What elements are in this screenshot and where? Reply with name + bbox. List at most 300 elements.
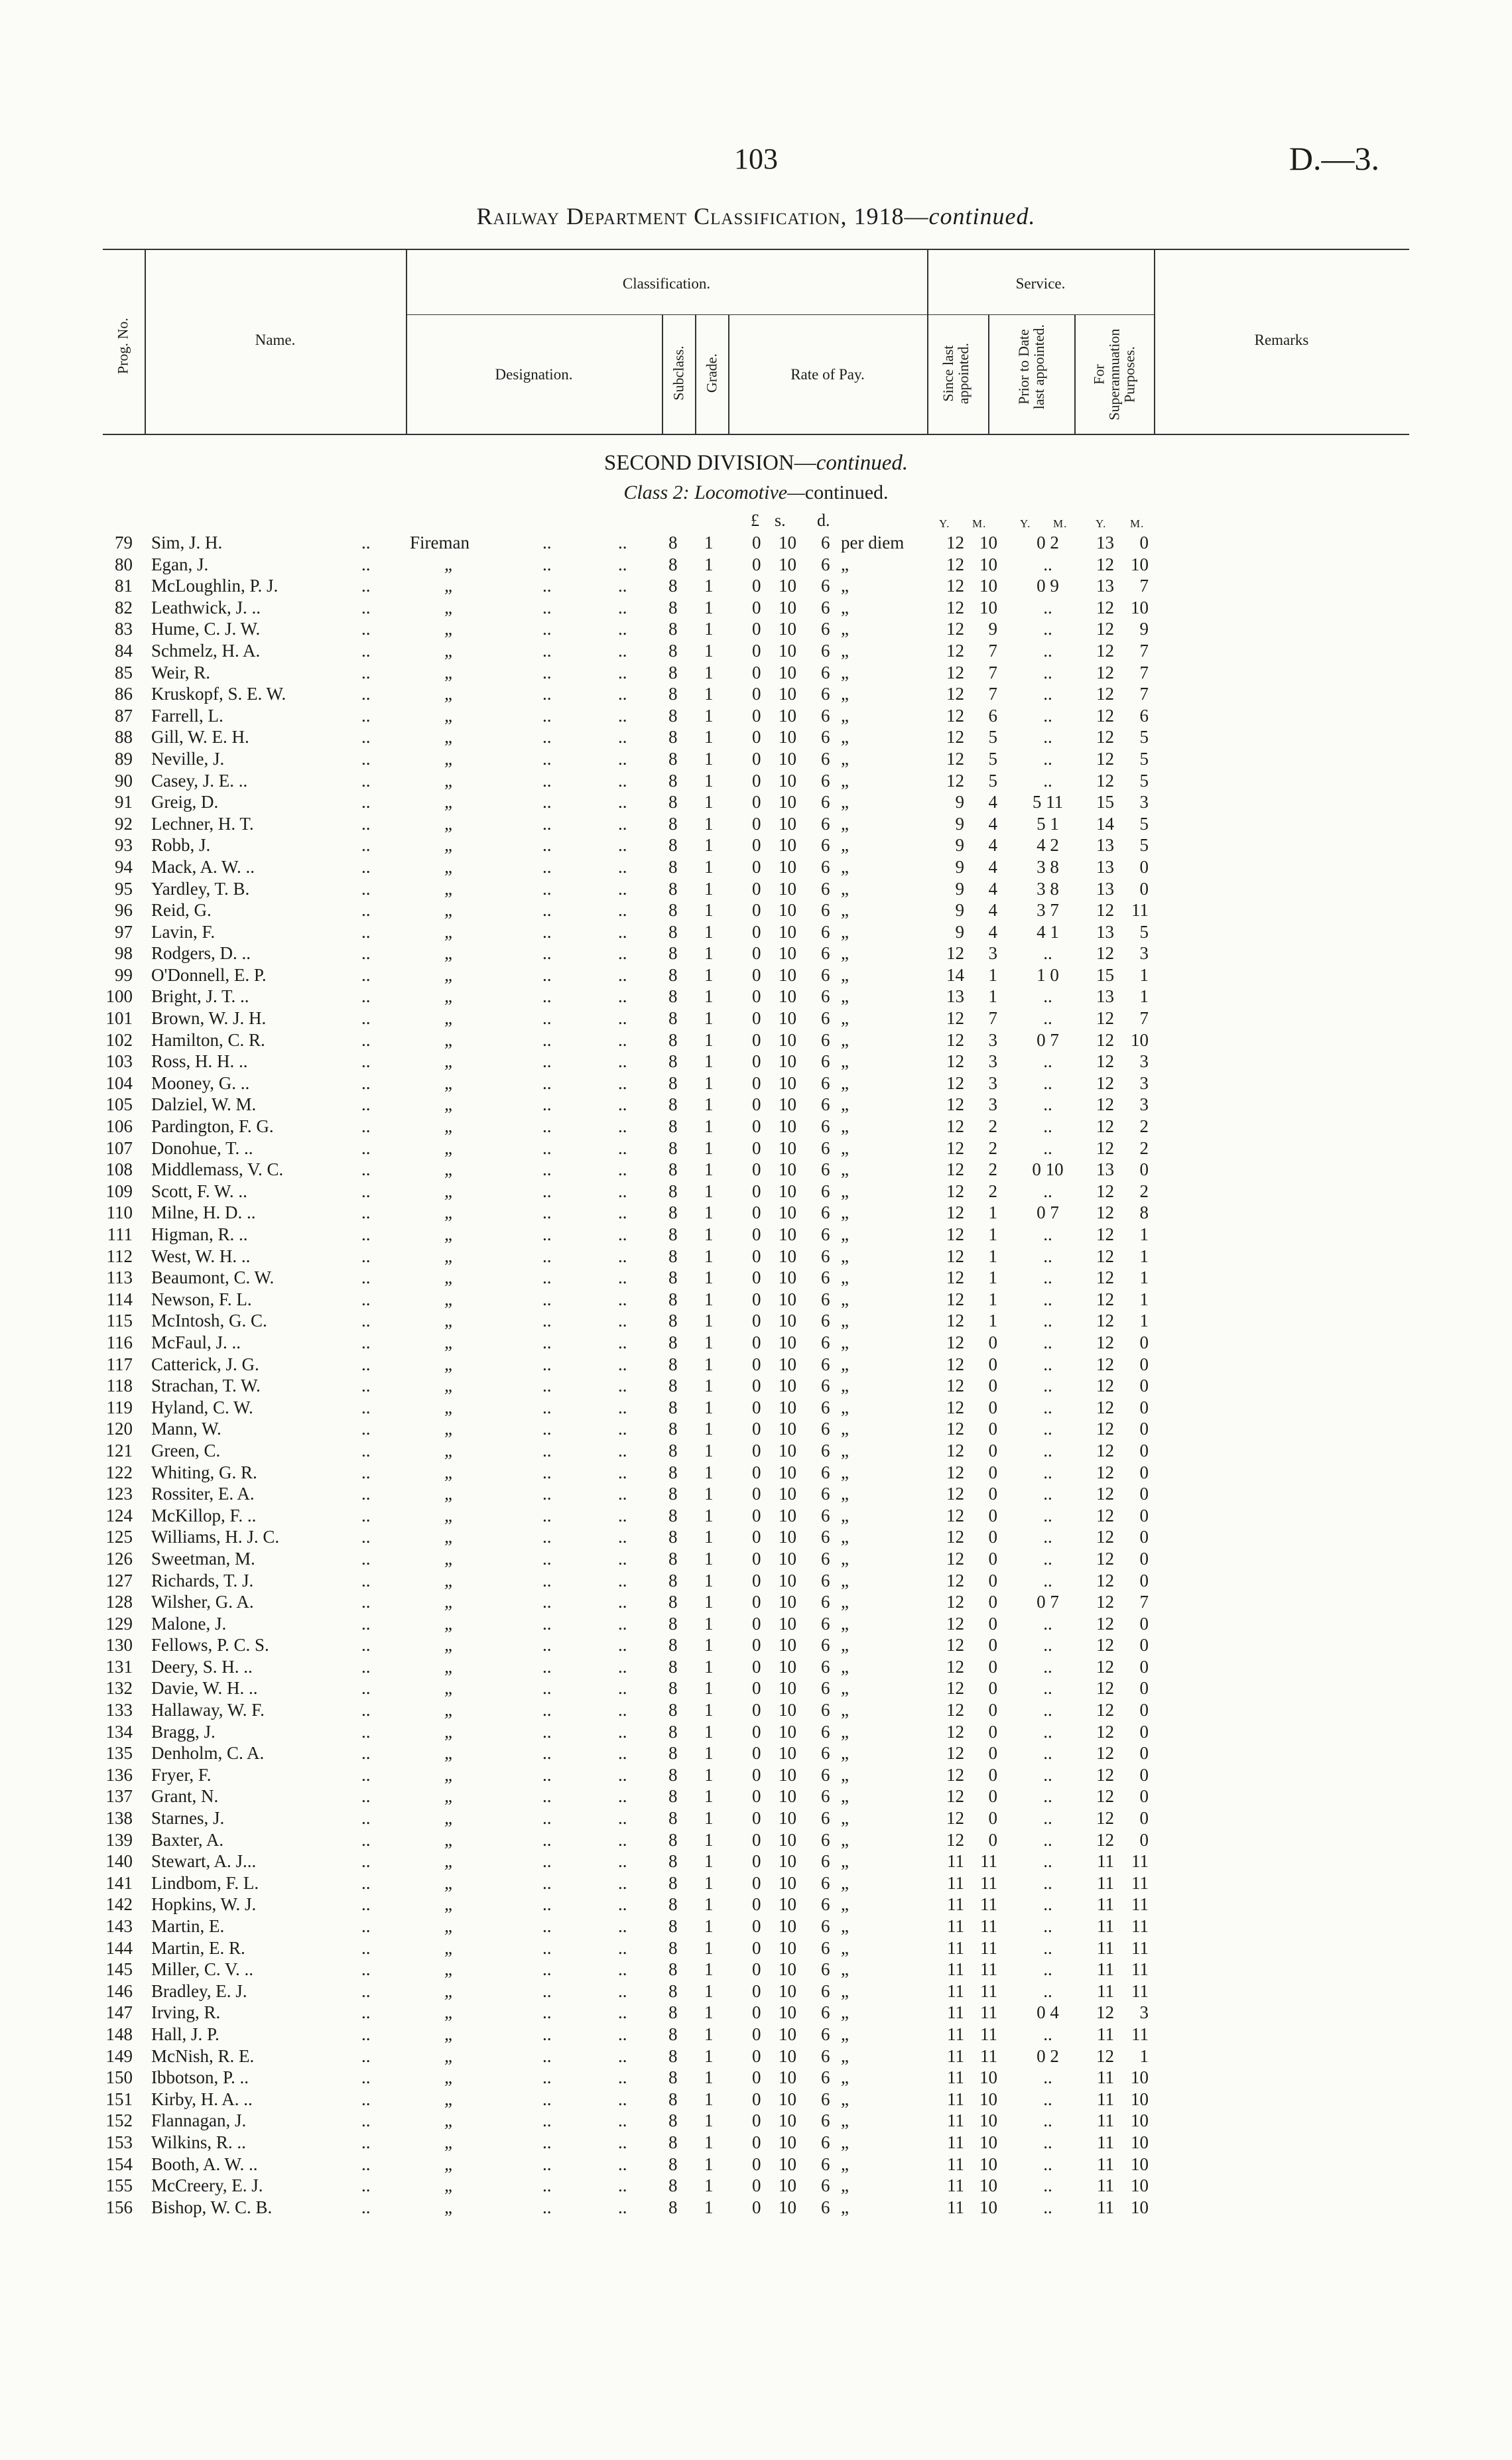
classification-header: Classification. xyxy=(622,275,711,292)
leader-dots: .. xyxy=(618,662,627,682)
designation: „ xyxy=(444,1354,455,1374)
unit-pounds: £ xyxy=(751,511,759,530)
superannuation-months: 0 xyxy=(1139,1397,1149,1417)
pay-pounds: 0 xyxy=(752,619,761,639)
since-appointed-months: 4 xyxy=(988,813,997,834)
table-row xyxy=(0,1807,1512,1829)
superannuation-months: 5 xyxy=(1139,770,1149,791)
superannuation-years: 13 xyxy=(1096,878,1114,899)
leader-dots: .. xyxy=(542,1116,552,1137)
leader-dots: .. xyxy=(618,986,627,1007)
prog-no: 94 xyxy=(115,856,133,877)
subclass: 8 xyxy=(668,533,678,552)
pay-pounds: 0 xyxy=(752,1202,761,1223)
pay-pence: 6 xyxy=(821,1743,830,1764)
superannuation-months: 10 xyxy=(1131,2154,1149,2174)
prior-service: .. xyxy=(1043,1959,1052,1980)
designation: „ xyxy=(444,1700,455,1720)
table-row xyxy=(0,1181,1512,1202)
superannuation-years: 11 xyxy=(1097,1894,1114,1915)
employee-name: Brown, W. J. H. xyxy=(151,1008,267,1029)
since-appointed-months: 1 xyxy=(988,964,997,985)
grade: 1 xyxy=(704,1224,714,1244)
superannuation-years: 12 xyxy=(1096,597,1114,617)
leader-dots: .. xyxy=(618,533,627,552)
since-appointed-months: 0 xyxy=(988,1613,997,1634)
designation: „ xyxy=(444,684,455,704)
prog-no: 96 xyxy=(115,900,133,921)
leader-dots: .. xyxy=(542,964,552,985)
since-appointed-years: 9 xyxy=(955,792,964,812)
leader-dots: .. xyxy=(618,1116,627,1137)
employee-name: Kruskopf, S. E. W. xyxy=(151,684,286,704)
pay-period: „ xyxy=(841,727,849,747)
pay-pence: 6 xyxy=(821,2024,830,2044)
pay-shillings: 10 xyxy=(779,1159,796,1180)
pay-period: „ xyxy=(841,1613,849,1634)
pay-period: „ xyxy=(841,1484,849,1504)
leader-dots: .. xyxy=(618,943,627,964)
pay-shillings: 10 xyxy=(779,554,796,574)
pay-pounds: 0 xyxy=(752,1094,761,1115)
subclass: 8 xyxy=(668,576,678,596)
subclass: 8 xyxy=(668,1786,678,1807)
pay-pounds: 0 xyxy=(752,2045,761,2066)
leader-dots: .. xyxy=(361,856,371,877)
designation: „ xyxy=(444,1397,455,1417)
table-row xyxy=(0,878,1512,900)
superannuation-years: 12 xyxy=(1096,1029,1114,1050)
pay-shillings: 10 xyxy=(779,2132,796,2152)
prog-no: 141 xyxy=(105,1872,133,1893)
since-appointed-years: 11 xyxy=(947,2175,964,2196)
leader-dots: .. xyxy=(618,1829,627,1850)
table-row xyxy=(0,1202,1512,1224)
prog-no: 148 xyxy=(105,2024,133,2044)
prog-no: 109 xyxy=(105,1181,133,1201)
pay-period: „ xyxy=(841,1678,849,1699)
superannuation-years: 11 xyxy=(1097,2110,1114,2131)
pay-shillings: 10 xyxy=(779,1484,796,1504)
superannuation-years: 13 xyxy=(1096,576,1114,596)
leader-dots: .. xyxy=(542,943,552,964)
leader-dots: .. xyxy=(618,1029,627,1050)
since-appointed-months: 1 xyxy=(988,1202,997,1223)
leader-dots: .. xyxy=(542,1656,552,1677)
superannuation-months: 10 xyxy=(1131,2110,1149,2131)
prior-service: .. xyxy=(1043,943,1052,964)
subclass: 8 xyxy=(668,1462,678,1482)
superannuation-years: 11 xyxy=(1097,2132,1114,2152)
prior-service: .. xyxy=(1043,1267,1052,1288)
leader-dots: .. xyxy=(542,1872,552,1893)
pay-period: „ xyxy=(841,597,849,617)
table-row xyxy=(0,1613,1512,1635)
designation: „ xyxy=(444,640,455,661)
leader-dots: .. xyxy=(618,1937,627,1958)
leader-dots: .. xyxy=(361,727,371,747)
subclass: 8 xyxy=(668,1872,678,1893)
prog-no: 117 xyxy=(106,1354,133,1374)
employee-name: O'Donnell, E. P. xyxy=(151,964,267,985)
leader-dots: .. xyxy=(618,770,627,791)
subclass: 8 xyxy=(668,1678,678,1699)
prog-no: 91 xyxy=(115,792,133,812)
pay-period: „ xyxy=(841,1894,849,1915)
superannuation-years: 12 xyxy=(1096,2002,1114,2023)
pay-pounds: 0 xyxy=(752,1700,761,1720)
leader-dots: .. xyxy=(542,1159,552,1180)
designation: „ xyxy=(444,813,455,834)
table-row xyxy=(0,964,1512,986)
superannuation-months: 6 xyxy=(1139,705,1149,726)
pay-shillings: 10 xyxy=(779,1872,796,1893)
since-appointed-months: 1 xyxy=(988,1267,997,1288)
designation: „ xyxy=(444,1548,455,1569)
pay-pounds: 0 xyxy=(752,900,761,921)
superannuation-years: 12 xyxy=(1096,1289,1114,1309)
leader-dots: .. xyxy=(618,964,627,985)
table-row xyxy=(0,2067,1512,2089)
grade: 1 xyxy=(704,835,714,856)
pay-pence: 6 xyxy=(821,1181,830,1201)
designation: „ xyxy=(444,1808,455,1829)
pay-pounds: 0 xyxy=(752,1592,761,1612)
pay-period: „ xyxy=(841,1916,849,1936)
since-appointed-years: 12 xyxy=(946,640,964,661)
superannuation-years: 12 xyxy=(1096,2045,1114,2066)
superannuation-years: 12 xyxy=(1096,1505,1114,1525)
pay-period: „ xyxy=(841,1311,849,1331)
pay-pence: 6 xyxy=(821,2089,830,2109)
since-appointed-years: 9 xyxy=(955,835,964,856)
grade: 1 xyxy=(704,921,714,942)
employee-name: Williams, H. J. C. xyxy=(151,1527,280,1547)
superannuation-months: 0 xyxy=(1139,1462,1149,1482)
leader-dots: .. xyxy=(361,1354,371,1374)
since-appointed-months: 0 xyxy=(988,1786,997,1807)
pay-pounds: 0 xyxy=(752,2175,761,2196)
prior-service: .. xyxy=(1043,748,1052,769)
pay-shillings: 10 xyxy=(779,1548,796,1569)
leader-dots: .. xyxy=(542,1051,552,1072)
leader-dots: .. xyxy=(542,1894,552,1915)
superannuation-months: 7 xyxy=(1139,576,1149,596)
since-appointed-months: 0 xyxy=(988,1743,997,1764)
pay-pounds: 0 xyxy=(752,1051,761,1072)
subclass: 8 xyxy=(668,1484,678,1504)
superannuation-months: 11 xyxy=(1131,1959,1149,1980)
prior-service: .. xyxy=(1043,662,1052,682)
table-row xyxy=(0,554,1512,576)
subclass: 8 xyxy=(668,748,678,769)
leader-dots: .. xyxy=(618,2132,627,2152)
table-row xyxy=(0,532,1512,554)
leader-dots: .. xyxy=(542,1354,552,1374)
table-row xyxy=(0,791,1512,813)
prior-service: .. xyxy=(1043,1764,1052,1785)
prog-no: 86 xyxy=(115,684,133,704)
leader-dots: .. xyxy=(361,1332,371,1352)
leader-dots: .. xyxy=(361,619,371,639)
pay-pounds: 0 xyxy=(752,554,761,574)
pay-pounds: 0 xyxy=(752,1181,761,1201)
since-appointed-years: 12 xyxy=(946,1786,964,1807)
since-appointed-months: 10 xyxy=(979,2154,997,2174)
since-appointed-months: 0 xyxy=(988,1656,997,1677)
superannuation-months: 0 xyxy=(1139,1505,1149,1525)
designation: „ xyxy=(444,1440,455,1460)
designation: „ xyxy=(444,1072,455,1093)
superannuation-years: 12 xyxy=(1096,1764,1114,1785)
since-appointed-years: 12 xyxy=(946,554,964,574)
leader-dots: .. xyxy=(361,1527,371,1547)
pay-period: „ xyxy=(841,576,849,596)
leader-dots: .. xyxy=(542,1137,552,1158)
subclass: 8 xyxy=(668,1397,678,1417)
superannuation-years: 12 xyxy=(1096,1116,1114,1137)
pay-period: „ xyxy=(841,748,849,769)
pay-pounds: 0 xyxy=(752,1397,761,1417)
employee-name: Mooney, G. .. xyxy=(151,1072,250,1093)
superannuation-months: 2 xyxy=(1139,1137,1149,1158)
table-row xyxy=(0,575,1512,597)
leader-dots: .. xyxy=(361,1137,371,1158)
pay-pence: 6 xyxy=(821,533,830,552)
since-appointed-years: 11 xyxy=(947,1959,964,1980)
superannuation-years: 11 xyxy=(1097,2089,1114,2109)
pay-period: „ xyxy=(841,1397,849,1417)
grade: 1 xyxy=(704,1980,714,2001)
table-row xyxy=(0,899,1512,921)
pay-shillings: 10 xyxy=(779,1376,796,1396)
leader-dots: .. xyxy=(542,2110,552,2131)
prog-no: 149 xyxy=(105,2045,133,2066)
page-number: 103 xyxy=(734,143,778,175)
since-appointed-years: 12 xyxy=(946,1527,964,1547)
leader-dots: .. xyxy=(542,1959,552,1980)
employee-name: McFaul, J. .. xyxy=(151,1332,241,1352)
prog-no: 137 xyxy=(105,1786,133,1807)
subclass: 8 xyxy=(668,1159,678,1180)
leader-dots: .. xyxy=(361,1764,371,1785)
superannuation-years: 12 xyxy=(1096,1181,1114,1201)
superannuation-years: 11 xyxy=(1097,1937,1114,1958)
subclass: 8 xyxy=(668,2175,678,2196)
grade: 1 xyxy=(704,1072,714,1093)
grade: 1 xyxy=(704,856,714,877)
pay-shillings: 10 xyxy=(779,1137,796,1158)
prior-service: .. xyxy=(1043,1397,1052,1417)
superannuation-years: 12 xyxy=(1096,1224,1114,1244)
since-appointed-months: 2 xyxy=(988,1181,997,1201)
subclass: 8 xyxy=(668,2002,678,2023)
pay-shillings: 10 xyxy=(779,1462,796,1482)
since-appointed-years: 12 xyxy=(946,1743,964,1764)
leader-dots: .. xyxy=(542,2132,552,2152)
subclass: 8 xyxy=(668,1332,678,1352)
pay-period: „ xyxy=(841,2024,849,2044)
pay-pence: 6 xyxy=(821,554,830,574)
table-row xyxy=(0,1634,1512,1656)
since-appointed-months: 4 xyxy=(988,878,997,899)
pay-pence: 6 xyxy=(821,856,830,877)
superannuation-months: 0 xyxy=(1139,856,1149,877)
pay-period: „ xyxy=(841,640,849,661)
leader-dots: .. xyxy=(618,1484,627,1504)
employee-name: Wilkins, R. .. xyxy=(151,2132,246,2152)
pay-pence: 6 xyxy=(821,1137,830,1158)
leader-dots: .. xyxy=(542,835,552,856)
prior-service: 0 2 xyxy=(1037,2045,1059,2066)
pay-shillings: 10 xyxy=(779,748,796,769)
subclass: 8 xyxy=(668,1959,678,1980)
pay-shillings: 10 xyxy=(779,1072,796,1093)
designation: „ xyxy=(444,1613,455,1634)
employee-name: Leathwick, J. .. xyxy=(151,597,261,617)
pay-shillings: 10 xyxy=(779,1613,796,1634)
leader-dots: .. xyxy=(542,1311,552,1331)
pay-pence: 6 xyxy=(821,576,830,596)
leader-dots: .. xyxy=(542,1721,552,1742)
superannuation-years: 12 xyxy=(1096,1592,1114,1612)
subclass: 8 xyxy=(668,1440,678,1460)
leader-dots: .. xyxy=(542,1419,552,1439)
pay-period: „ xyxy=(841,1289,849,1309)
leader-dots: .. xyxy=(542,2002,552,2023)
prog-no: 85 xyxy=(115,662,133,682)
subclass: 8 xyxy=(668,2110,678,2131)
leader-dots: .. xyxy=(542,1072,552,1093)
pay-shillings: 10 xyxy=(779,856,796,877)
pay-period: „ xyxy=(841,1656,849,1677)
pay-shillings: 10 xyxy=(779,1743,796,1764)
leader-dots: .. xyxy=(361,2110,371,2131)
pay-pence: 6 xyxy=(821,684,830,704)
since-appointed-months: 3 xyxy=(988,1051,997,1072)
designation: „ xyxy=(444,1376,455,1396)
superannuation-months: 0 xyxy=(1139,1764,1149,1785)
leader-dots: .. xyxy=(361,1829,371,1850)
pay-shillings: 10 xyxy=(779,1937,796,1958)
prior-service: .. xyxy=(1043,2024,1052,2044)
pay-pounds: 0 xyxy=(752,662,761,682)
pay-period: „ xyxy=(841,1051,849,1072)
superannuation-months: 0 xyxy=(1139,1484,1149,1504)
leader-dots: .. xyxy=(361,2002,371,2023)
table-row xyxy=(0,1937,1512,1959)
prog-no: 107 xyxy=(105,1137,133,1158)
pay-period: „ xyxy=(841,1592,849,1612)
pay-pence: 6 xyxy=(821,1592,830,1612)
pay-shillings: 10 xyxy=(779,813,796,834)
pay-period: „ xyxy=(841,1548,849,1569)
leader-dots: .. xyxy=(618,1159,627,1180)
employee-name: Green, C. xyxy=(151,1440,221,1460)
leader-dots: .. xyxy=(618,1548,627,1569)
table-row xyxy=(0,640,1512,662)
pay-shillings: 10 xyxy=(779,1289,796,1309)
document-reference: D.—3. xyxy=(1289,140,1379,177)
grade: 1 xyxy=(704,1094,714,1115)
prior-service: 3 8 xyxy=(1037,856,1059,877)
pay-pounds: 0 xyxy=(752,1462,761,1482)
pay-shillings: 10 xyxy=(779,1029,796,1050)
leader-dots: .. xyxy=(542,1786,552,1807)
unit-years-super: Y. xyxy=(1096,517,1107,530)
since-appointed-months: 5 xyxy=(988,770,997,791)
subclass: 8 xyxy=(668,770,678,791)
employee-name: Beaumont, C. W. xyxy=(151,1267,275,1288)
employee-name: Weir, R. xyxy=(151,662,210,682)
prior-service: .. xyxy=(1043,1894,1052,1915)
pay-pence: 6 xyxy=(821,964,830,985)
table-row xyxy=(0,1440,1512,1462)
pay-pounds: 0 xyxy=(752,2024,761,2044)
pay-pounds: 0 xyxy=(752,597,761,617)
superannuation-years: 15 xyxy=(1096,792,1114,812)
pay-shillings: 10 xyxy=(779,943,796,964)
leader-dots: .. xyxy=(542,986,552,1007)
grade: 1 xyxy=(704,1181,714,1201)
prog-no: 87 xyxy=(115,705,133,726)
since-appointed-months: 11 xyxy=(980,1851,997,1872)
prog-no: 82 xyxy=(115,597,133,617)
class-label: Class 2: xyxy=(623,482,690,503)
prior-service: .. xyxy=(1043,1527,1052,1547)
unit-shillings: s. xyxy=(775,511,786,530)
leader-dots: .. xyxy=(361,1505,371,1525)
pay-pence: 6 xyxy=(821,986,830,1007)
pay-period: „ xyxy=(841,1786,849,1807)
designation: „ xyxy=(444,1289,455,1309)
table-row xyxy=(0,1375,1512,1397)
designation: „ xyxy=(444,1051,455,1072)
employee-name: McNish, R. E. xyxy=(151,2045,255,2066)
prior-service: .. xyxy=(1043,1808,1052,1829)
leader-dots: .. xyxy=(361,1851,371,1872)
designation: „ xyxy=(444,1311,455,1331)
subclass: 8 xyxy=(668,856,678,877)
grade: 1 xyxy=(704,2002,714,2023)
since-appointed-months: 7 xyxy=(988,1008,997,1029)
superannuation-months: 0 xyxy=(1139,1656,1149,1677)
pay-pounds: 0 xyxy=(752,1159,761,1180)
since-appointed-years: 12 xyxy=(946,1311,964,1331)
designation: „ xyxy=(444,1959,455,1980)
pay-pounds: 0 xyxy=(752,1937,761,1958)
leader-dots: .. xyxy=(618,1872,627,1893)
prior-service: .. xyxy=(1043,1116,1052,1137)
pay-period: „ xyxy=(841,1029,849,1050)
pay-shillings: 10 xyxy=(779,1721,796,1742)
superannuation-years: 12 xyxy=(1096,1354,1114,1374)
prior-service: 3 8 xyxy=(1037,878,1059,899)
designation: „ xyxy=(444,1159,455,1180)
leader-dots: .. xyxy=(542,619,552,639)
superannuation-months: 3 xyxy=(1139,1051,1149,1072)
prog-no: 136 xyxy=(105,1764,133,1785)
subclass: 8 xyxy=(668,1072,678,1093)
leader-dots: .. xyxy=(361,1289,371,1309)
pay-pence: 6 xyxy=(821,727,830,747)
pay-shillings: 10 xyxy=(779,1635,796,1655)
prior-service: .. xyxy=(1043,1137,1052,1158)
designation: „ xyxy=(444,1267,455,1288)
prog-no: 140 xyxy=(105,1851,133,1872)
prog-no: 101 xyxy=(105,1008,133,1029)
superannuation-months: 2 xyxy=(1139,1181,1149,1201)
